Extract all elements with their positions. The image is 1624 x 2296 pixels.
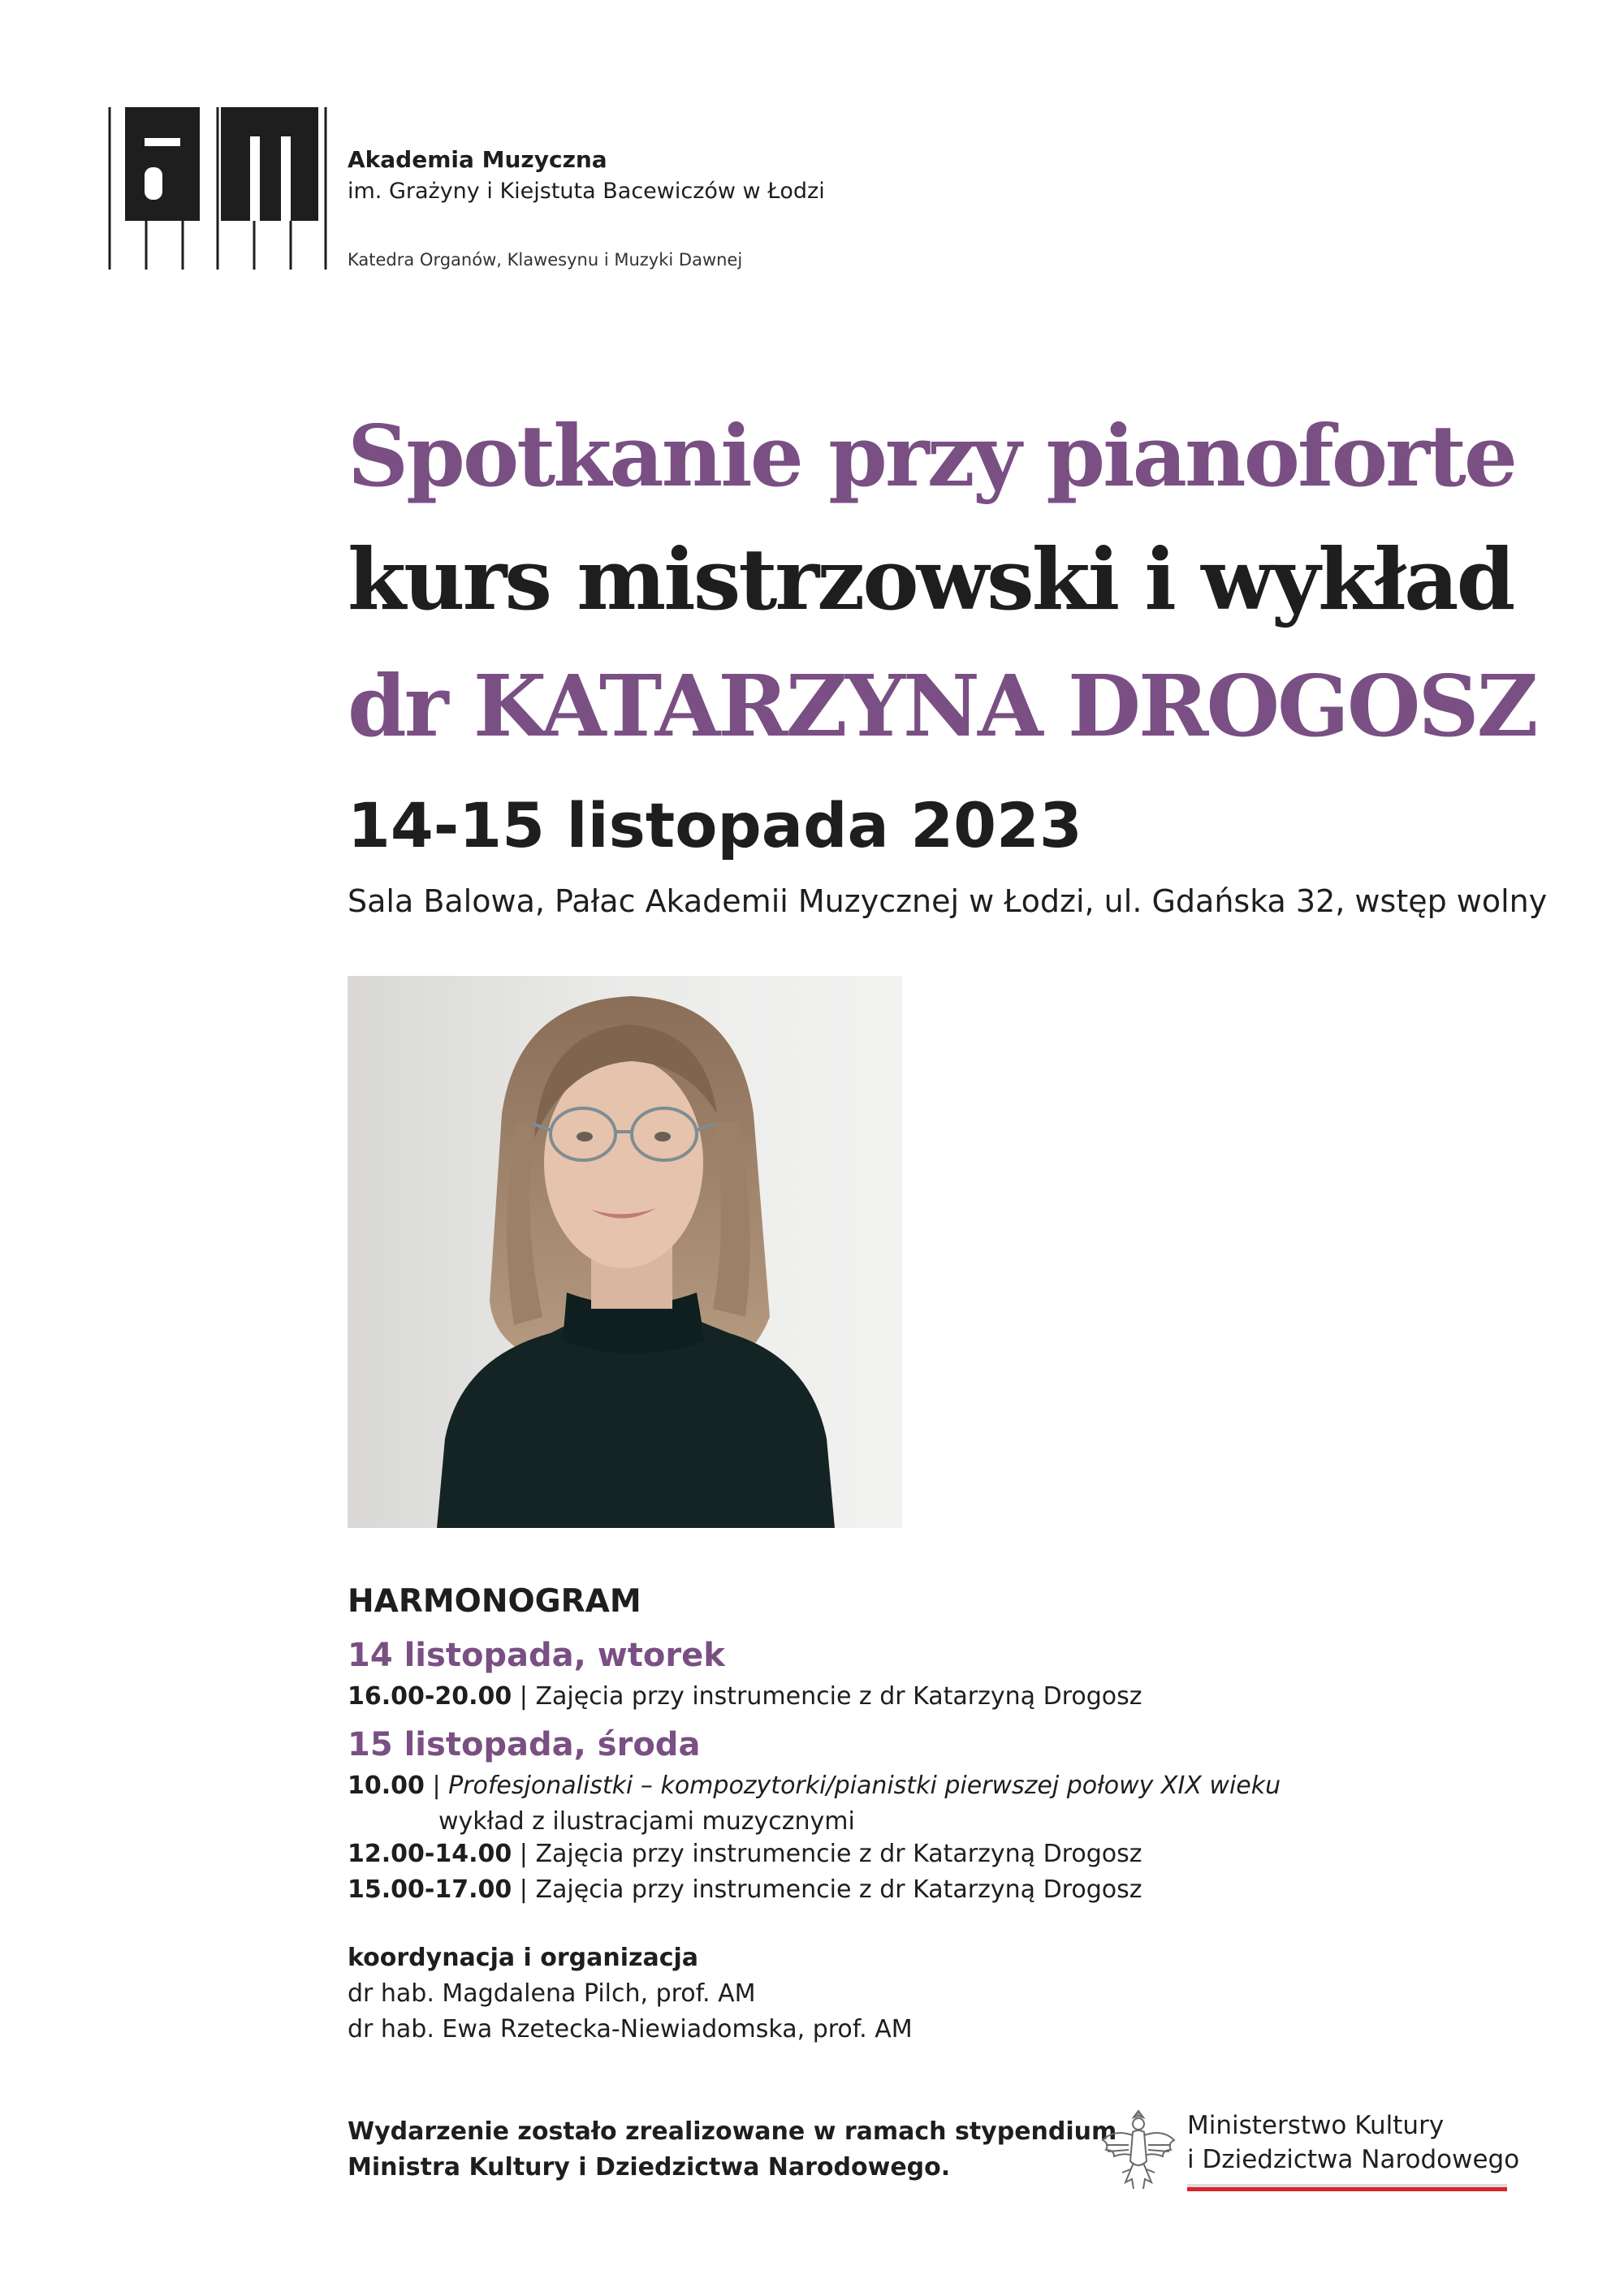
institution-name: Akademia Muzyczna [348, 146, 607, 173]
schedule-row [348, 1682, 1142, 1711]
schedule-separator: | [424, 1772, 449, 1800]
schedule-time: 10.00 [348, 1772, 425, 1800]
event-date: 14-15 listopada 2023 [348, 789, 1082, 861]
schedule-activity: Zajęcia przy instrumencie z dr Katarzyną Drogosz [535, 1840, 1142, 1868]
lecturer-portrait [348, 976, 902, 1528]
coordination-heading: koordynacja i organizacja [348, 1944, 699, 1972]
institution-subtitle: im. Grażyny i Kiejstuta Bacewiczów w Łodzi [348, 179, 825, 204]
day-2-heading: 15 listopada, środa [348, 1726, 701, 1763]
event-subtitle: kurs mistrzowski i wykład [348, 529, 1514, 629]
schedule-row [348, 1875, 1142, 1904]
schedule-separator: | [512, 1682, 536, 1711]
lecture-note: wykład z ilustracjami muzycznymi [438, 1807, 855, 1836]
polish-eagle-icon [1098, 2104, 1179, 2195]
schedule-time: 12.00-14.00 [348, 1840, 512, 1868]
schedule-time: 15.00-17.00 [348, 1875, 512, 1904]
funding-note: Ministra Kultury i Dziedzictwa Narodowego. [348, 2153, 951, 2182]
schedule-row [348, 1772, 1281, 1800]
ministry-flag-red [1187, 2187, 1507, 2191]
academy-logo-icon [107, 107, 328, 270]
event-venue: Sala Balowa, Pałac Akademii Muzycznej w Łodzi, ul. Gdańska 32, wstęp wolny [348, 883, 1548, 919]
funding-note: Wydarzenie zostało zrealizowane w ramach stypendium [348, 2117, 1117, 2146]
lecture-title: Profesjonalistki – kompozytorki/pianistki pierwszej połowy XIX wieku [448, 1772, 1281, 1800]
lecturer-name: dr KATARZYNA DROGOSZ [348, 656, 1536, 756]
event-title: Spotkanie przy pianoforte [348, 406, 1516, 506]
schedule-separator: | [512, 1840, 536, 1868]
schedule-activity: Zajęcia przy instrumencie z dr Katarzyną Drogosz [535, 1875, 1142, 1904]
ministry-name: i Dziedzictwa Narodowego [1187, 2145, 1520, 2174]
schedule-time: 16.00-20.00 [348, 1682, 512, 1711]
schedule-activity: Zajęcia przy instrumencie z dr Katarzyną Drogosz [535, 1682, 1142, 1711]
coordinator-name: dr hab. Ewa Rzetecka-Niewiadomska, prof. AM [348, 2015, 913, 2044]
coordinator-name: dr hab. Magdalena Pilch, prof. AM [348, 1979, 756, 2008]
ministry-name: Ministerstwo Kultury [1187, 2111, 1445, 2140]
day-1-heading: 14 listopada, wtorek [348, 1637, 725, 1674]
schedule-heading: HARMONOGRAM [348, 1583, 641, 1620]
schedule-row [348, 1840, 1142, 1868]
schedule-separator: | [512, 1875, 536, 1904]
department-name: Katedra Organów, Klawesynu i Muzyki Dawnej [348, 250, 743, 270]
